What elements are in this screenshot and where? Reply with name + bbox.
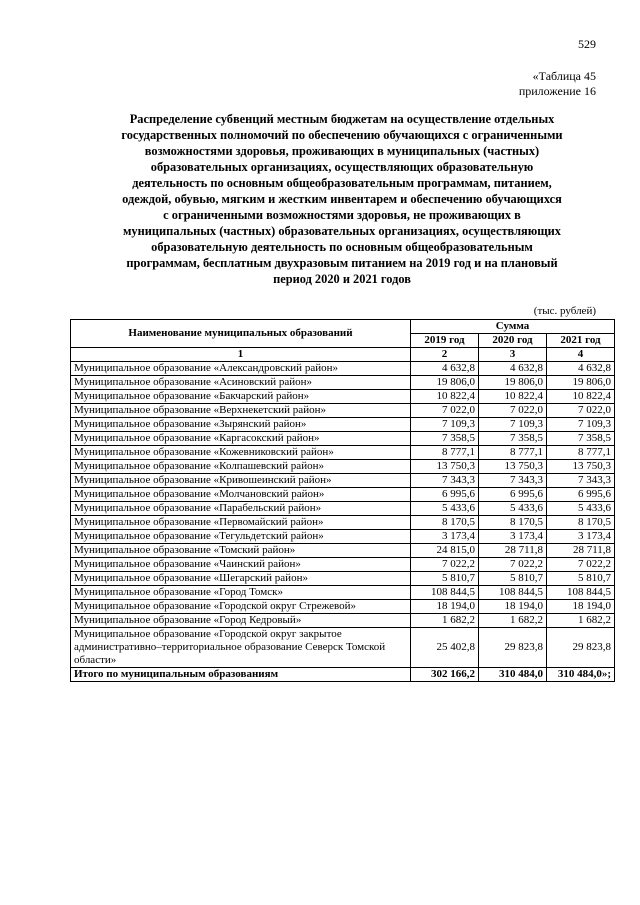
value-2021: 4 632,8 [547,362,615,376]
table-row [71,376,615,390]
title-line: государственных полномочий по обеспечению обучающихся с ограниченными [121,128,563,142]
title-line: образовательную деятельность по основным общеобразовательным [151,240,533,254]
value-2019: 6 995,6 [411,488,479,502]
municipality-name: Муниципальное образование «Томский район» [71,544,411,558]
value-2019: 8 777,1 [411,446,479,460]
table-row [71,460,615,474]
value-2020: 5 433,6 [479,502,547,516]
subvention-table [70,319,615,682]
table-row [71,488,615,502]
value-2020: 3 173,4 [479,530,547,544]
municipality-name: Муниципальное образование «Зырянский район» [71,418,411,432]
units-note: (тыс. рублей) [533,305,596,317]
municipality-name: Муниципальное образование «Кожевниковский район» [71,446,411,460]
municipality-name: Муниципальное образование «Город Кедровый» [71,614,411,628]
value-2019: 7 358,5 [411,432,479,446]
value-2021: 8 777,1 [547,446,615,460]
value-2020: 4 632,8 [479,362,547,376]
page-number: 529 [578,37,596,51]
value-2020: 5 810,7 [479,572,547,586]
column-number: 4 [547,348,615,362]
value-2019: 7 022,2 [411,558,479,572]
value-2021: 7 358,5 [547,432,615,446]
municipality-name: Муниципальное образование «Асиновский район» [71,376,411,390]
value-2021: 108 844,5 [547,586,615,600]
value-2021: 5 810,7 [547,572,615,586]
title-line: возможностями здоровья, проживающих в муниципальных (частных) [144,144,540,158]
table-row [71,418,615,432]
table-row [71,530,615,544]
value-2021: 10 822,4 [547,390,615,404]
value-2019: 3 173,4 [411,530,479,544]
title-line: деятельность по основным общеобразовательным программам, питанием, [132,176,552,190]
value-2020: 13 750,3 [479,460,547,474]
value-2020: 1 682,2 [479,614,547,628]
title-line: одеждой, обувью, мягким и жестким инвентарем и обеспечению обучающихся [122,192,562,206]
total-2019: 302 166,2 [411,668,479,682]
value-2021: 28 711,8 [547,544,615,558]
value-2020: 10 822,4 [479,390,547,404]
column-number: 2 [411,348,479,362]
value-2019: 7 109,3 [411,418,479,432]
title-line: период 2020 и 2021 годов [273,272,411,286]
title-line: муниципальных (частных) образовательных организациях, осуществляющих [122,224,561,238]
value-2019: 13 750,3 [411,460,479,474]
document-title [70,111,614,287]
municipality-name: Муниципальное образование «Городской округ Стрежевой» [71,600,411,614]
title-line: образовательных организациях, осуществляющих образовательную [150,160,534,174]
column-number: 1 [71,348,411,362]
table-row [71,362,615,376]
value-2019: 8 170,5 [411,516,479,530]
value-2019: 5 433,6 [411,502,479,516]
value-2021: 18 194,0 [547,600,615,614]
value-2020: 7 343,3 [479,474,547,488]
title-line: программам, бесплатным двухразовым питанием на 2019 год и на плановый [126,256,558,270]
value-2020: 7 109,3 [479,418,547,432]
total-label: Итого по муниципальным образованиям [71,668,411,682]
attachment-line-table: «Таблица 45 [532,69,596,83]
value-2020: 29 823,8 [479,628,547,668]
value-2020: 8 170,5 [479,516,547,530]
value-2020: 28 711,8 [479,544,547,558]
title-line: Распределение субвенций местным бюджетам на осуществление отдельных [129,112,555,126]
table-row [71,516,615,530]
table-row [71,390,615,404]
municipality-name: Муниципальное образование «Чаинский район» [71,558,411,572]
table-row [71,558,615,572]
value-2021: 3 173,4 [547,530,615,544]
municipality-name: Муниципальное образование «Кривошеинский район» [71,474,411,488]
value-2021: 7 109,3 [547,418,615,432]
table-row [71,586,615,600]
header-year-2021: 2021 год [547,334,615,348]
municipality-name: Муниципальное образование «Александровский район» [71,362,411,376]
value-2020: 6 995,6 [479,488,547,502]
value-2019: 7 343,3 [411,474,479,488]
value-2019: 10 822,4 [411,390,479,404]
table-row [71,600,615,614]
value-2019: 108 844,5 [411,586,479,600]
value-2019: 5 810,7 [411,572,479,586]
header-municipality: Наименование муниципальных образований [71,320,411,348]
value-2021: 8 170,5 [547,516,615,530]
value-2020: 108 844,5 [479,586,547,600]
table-row [71,446,615,460]
municipality-name: Муниципальное образование «Парабельский район» [71,502,411,516]
table-row [71,614,615,628]
municipality-name: Муниципальное образование «Бакчарский район» [71,390,411,404]
value-2021: 5 433,6 [547,502,615,516]
header-row [71,320,615,334]
value-2021: 19 806,0 [547,376,615,390]
table-row [71,432,615,446]
column-number-row [71,348,615,362]
value-2019: 4 632,8 [411,362,479,376]
table-row [71,474,615,488]
header-year-2019: 2019 год [411,334,479,348]
value-2021: 6 995,6 [547,488,615,502]
value-2019: 19 806,0 [411,376,479,390]
table-body [71,362,615,668]
value-2020: 7 022,0 [479,404,547,418]
total-2020: 310 484,0 [479,668,547,682]
value-2020: 8 777,1 [479,446,547,460]
municipality-name: Муниципальное образование «Верхнекетский район» [71,404,411,418]
value-2019: 24 815,0 [411,544,479,558]
title-line: с ограниченными возможностями здоровья, не проживающих в [163,208,521,222]
table-row [71,502,615,516]
value-2019: 18 194,0 [411,600,479,614]
value-2021: 7 343,3 [547,474,615,488]
total-row [71,668,615,682]
municipality-name: Муниципальное образование «Колпашевский район» [71,460,411,474]
value-2021: 13 750,3 [547,460,615,474]
table-row [71,628,615,668]
header-year-2020: 2020 год [479,334,547,348]
table-row [71,544,615,558]
municipality-name: Муниципальное образование «Каргасокский район» [71,432,411,446]
municipality-name: Муниципальное образование «Тегульдетский район» [71,530,411,544]
table-row [71,572,615,586]
column-number: 3 [479,348,547,362]
municipality-name: Муниципальное образование «Городской округ закрытое административно–территориальное образование Северск Томской области» [71,628,411,668]
municipality-name: Муниципальное образование «Молчановский район» [71,488,411,502]
value-2020: 18 194,0 [479,600,547,614]
municipality-name: Муниципальное образование «Шегарский район» [71,572,411,586]
value-2020: 7 358,5 [479,432,547,446]
value-2019: 25 402,8 [411,628,479,668]
attachment-line-appendix: приложение 16 [518,84,596,98]
municipality-name: Муниципальное образование «Первомайский район» [71,516,411,530]
total-2021: 310 484,0»; [547,668,615,682]
value-2019: 1 682,2 [411,614,479,628]
table-row [71,404,615,418]
value-2021: 7 022,0 [547,404,615,418]
value-2019: 7 022,0 [411,404,479,418]
municipality-name: Муниципальное образование «Город Томск» [71,586,411,600]
value-2021: 29 823,8 [547,628,615,668]
value-2021: 1 682,2 [547,614,615,628]
value-2021: 7 022,2 [547,558,615,572]
header-sum: Сумма [411,320,615,334]
table-attachment-reference [519,69,596,99]
value-2020: 7 022,2 [479,558,547,572]
value-2020: 19 806,0 [479,376,547,390]
